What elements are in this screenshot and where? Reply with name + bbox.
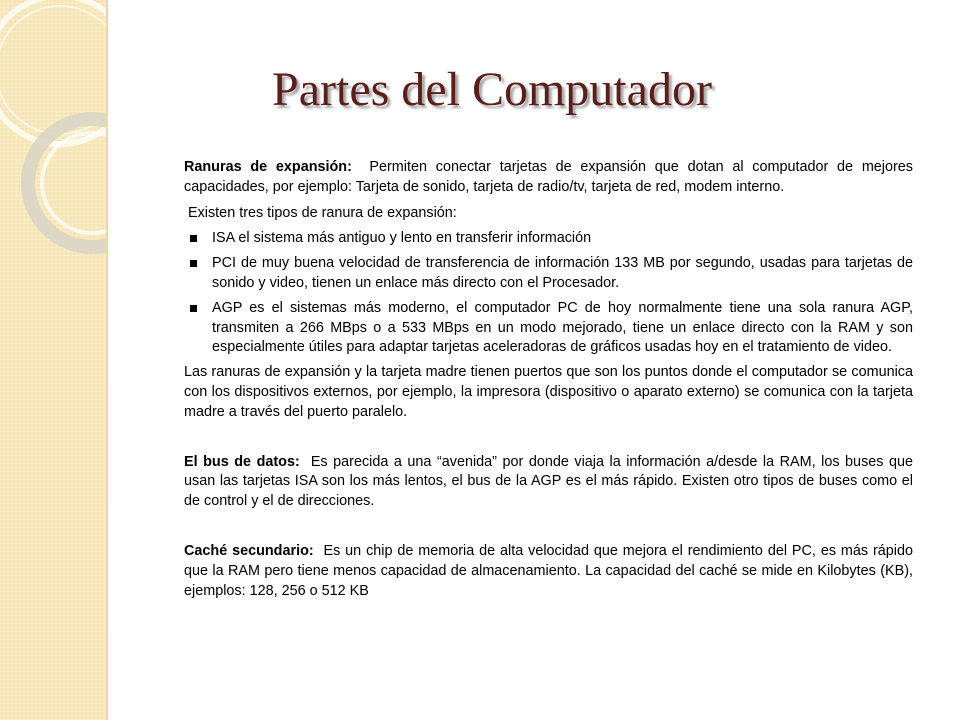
spacer [184,423,913,453]
expansion-types-list [184,229,913,358]
decorative-circles-icon [0,0,106,720]
list-item [184,299,913,358]
data-bus-description: Es parecida a una “avenida” por donde viaja la información a/desde la RAM, los buses que usan las tarjetas ISA son los más lentos, el bus de la AGP es el más rápido. Existen otro tipos de buses como el de control y el de direcciones. [184,453,913,510]
expansion-slots-paragraph [184,158,913,198]
decorative-sidebar [0,0,106,720]
list-item-text: AGP es el sistemas más moderno, el computador PC de hoy normalmente tiene una sola ranura AGP, transmiten a 266 MBps o a 533 MBps en un modo mejorado, tiene un enlace directo con la RAM y son especialmente útiles para adaptar tarjetas aceleradoras de gráficos usadas hoy en el tratamiento de video. [212,299,913,356]
secondary-cache-paragraph [184,542,913,601]
slide-content [184,158,913,601]
sidebar-edge [106,0,108,720]
secondary-cache-description: Es un chip de memoria de alta velocidad que mejora el rendimiento del PC, es más rápido que la RAM pero tiene menos capacidad de almacenamiento. La capacidad del caché se mide en Kilobytes (KB), ejemplos: 128, 256 o 512 KB [184,542,913,599]
square-bullet-icon [190,305,197,312]
data-bus-heading: El bus de datos: [184,453,300,470]
square-bullet-icon [190,235,197,242]
list-item [184,254,913,294]
expansion-slots-heading: Ranuras de expansión: [184,159,352,175]
page-title: Partes del Computador [272,63,712,116]
data-bus-paragraph [184,453,913,512]
list-item [184,229,913,249]
list-item-text: PCI de muy buena velocidad de transferencia de información 133 MB por segundo, usadas para tarjetas de sonido y video, tienen un enlace más directo con el Procesador. [212,255,913,291]
ports-paragraph: Las ranuras de expansión y la tarjeta madre tienen puertos que son los puntos donde el computador se comunica con los dispositivos externos, por ejemplo, la impresora (dispositivo o aparato externo) se comunica con la tarjeta madre a través del puerto paralelo. [184,364,913,420]
list-item-text: ISA el sistema más antiguo y lento en transferir información [212,230,592,247]
secondary-cache-heading: Caché secundario: [184,542,314,559]
spacer [184,512,913,542]
expansion-types-intro: Existen tres tipos de ranura de expansión: [188,204,457,221]
expansion-slots-description: Permiten conectar tarjetas de expansión que dotan al computador de mejores capacidades, por ejemplo: Tarjeta de sonido, tarjeta de radio/tv, tarjeta de red, modem interno. [184,159,914,195]
square-bullet-icon [190,260,197,267]
